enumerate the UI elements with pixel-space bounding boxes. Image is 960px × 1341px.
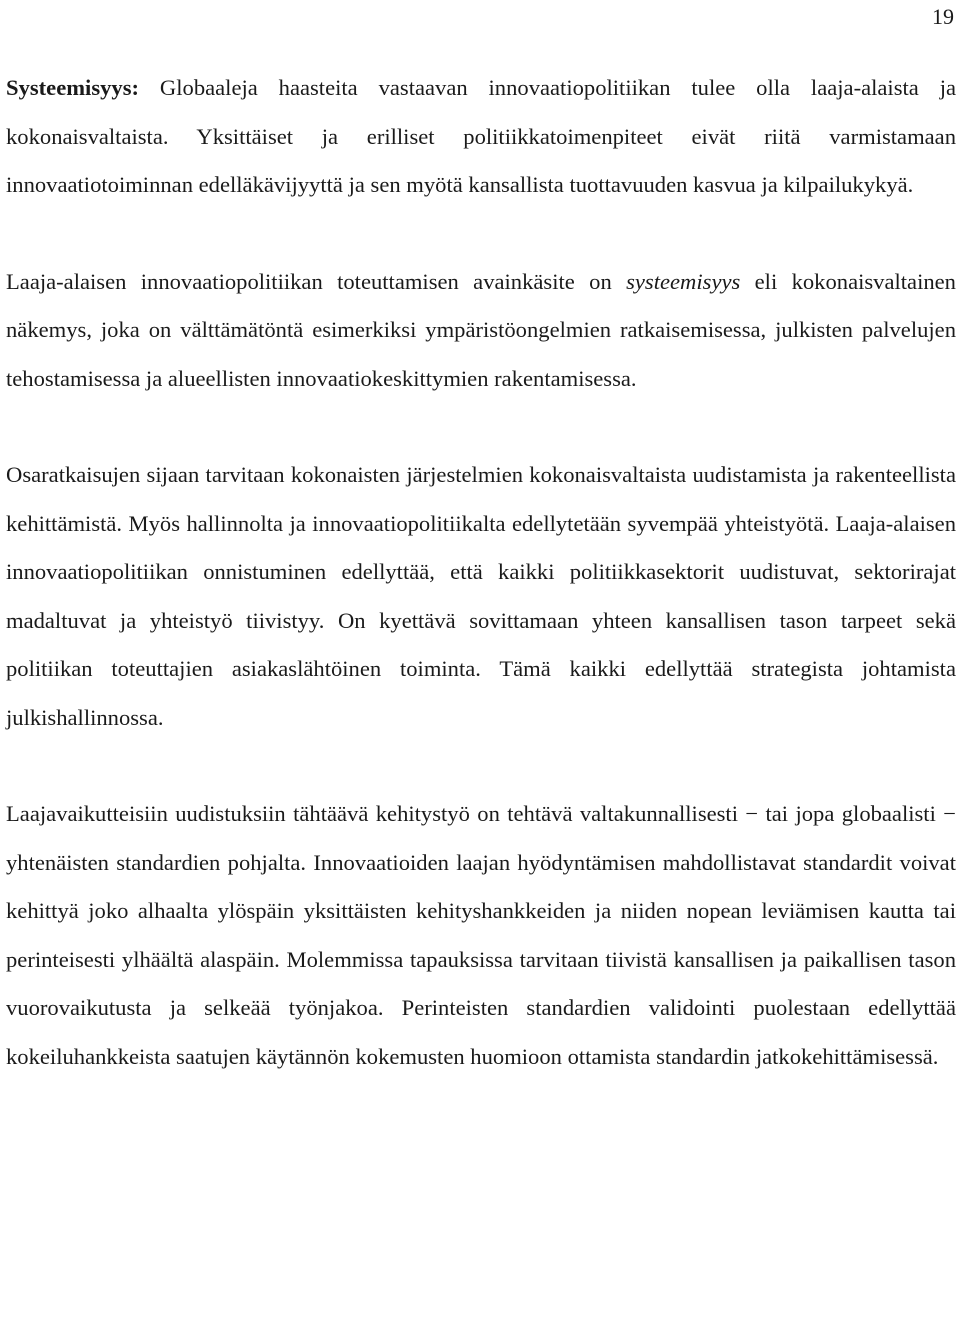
paragraph-text: Osaratkaisujen sijaan tarvitaan kokonaisten järjestelmien kokonaisvaltaista uudistamista ja rakenteellista kehittämistä. Myös hallinnolta ja innovaatiopolitiikalta edellytetään syvempää yhteistyötä. Laaja-alaisen innovaatiopolitiikan onnistuminen edellyttää, että kaikki politiikkasektorit uudistuvat, sektorirajat madaltuvat ja yhteistyö tiivistyy. On kyettävä sovittamaan yhteen kansallisen tason tarpeet sekä politiikan toteuttajien asiakaslähtöinen toiminta. Tämä kaikki edellyttää strategista johtamista julkishallinnossa. — [6, 462, 956, 730]
paragraph-standardit — [6, 790, 956, 1081]
page-number: 19 — [932, 4, 954, 29]
italic-term: systeemisyys — [626, 268, 741, 294]
paragraph-text-after: eli kokonaisvaltainen näkemys, joka on välttämätöntä esimerkiksi ympäristöongelmien ratkaisemisessa, julkisten palvelujen tehostamisessa ja alueellisten innovaatiokeskittymien rakentamisessa. — [6, 268, 956, 391]
document-body — [6, 64, 956, 1129]
paragraph-text: Laajavaikutteisiin uudistuksiin tähtäävä kehitystyö on tehtävä valtakunnallisesti − tai jopa globaalisti − yhtenäisten standardien pohjalta. Innovaatioiden laajan hyödyntämisen mahdollistavat standardit voivat kehittyä joko alhaalta ylöspäin yksittäisten kehityshankkeiden ja niiden nopean leviämisen kautta tai perinteisesti ylhäältä alaspäin. Molemmissa tapauksissa tarvitaan tiivistä kansallisen ja paikallisen tason vuorovaikutusta ja selkeää työnjakoa. Perinteisten standardien validointi puolestaan edellyttää kokeiluhankkeista saatujen käytännön kokemusten huomioon ottamista standardin jatkokehittämisessä. — [6, 801, 956, 1069]
paragraph-text-before: Laaja-alaisen innovaatiopolitiikan toteuttamisen avainkäsite on — [6, 268, 627, 294]
paragraph-systeemisyys — [6, 64, 956, 210]
bold-term: Systeemisyys: — [6, 75, 140, 100]
paragraph-text: Globaaleja haasteita vastaavan innovaatiopolitiikan tulee olla laaja-alaista ja kokonaisvaltaista. Yksittäiset ja erilliset politiikkatoimenpiteet eivät riitä varmistamaan innovaatiotoiminnan edelläkävijyyttä ja sen myötä kansallista tuottavuuden kasvua ja kilpailukykyä. — [6, 75, 956, 197]
paragraph-avainkasite — [6, 258, 956, 404]
paragraph-osaratkaisut — [6, 451, 956, 742]
